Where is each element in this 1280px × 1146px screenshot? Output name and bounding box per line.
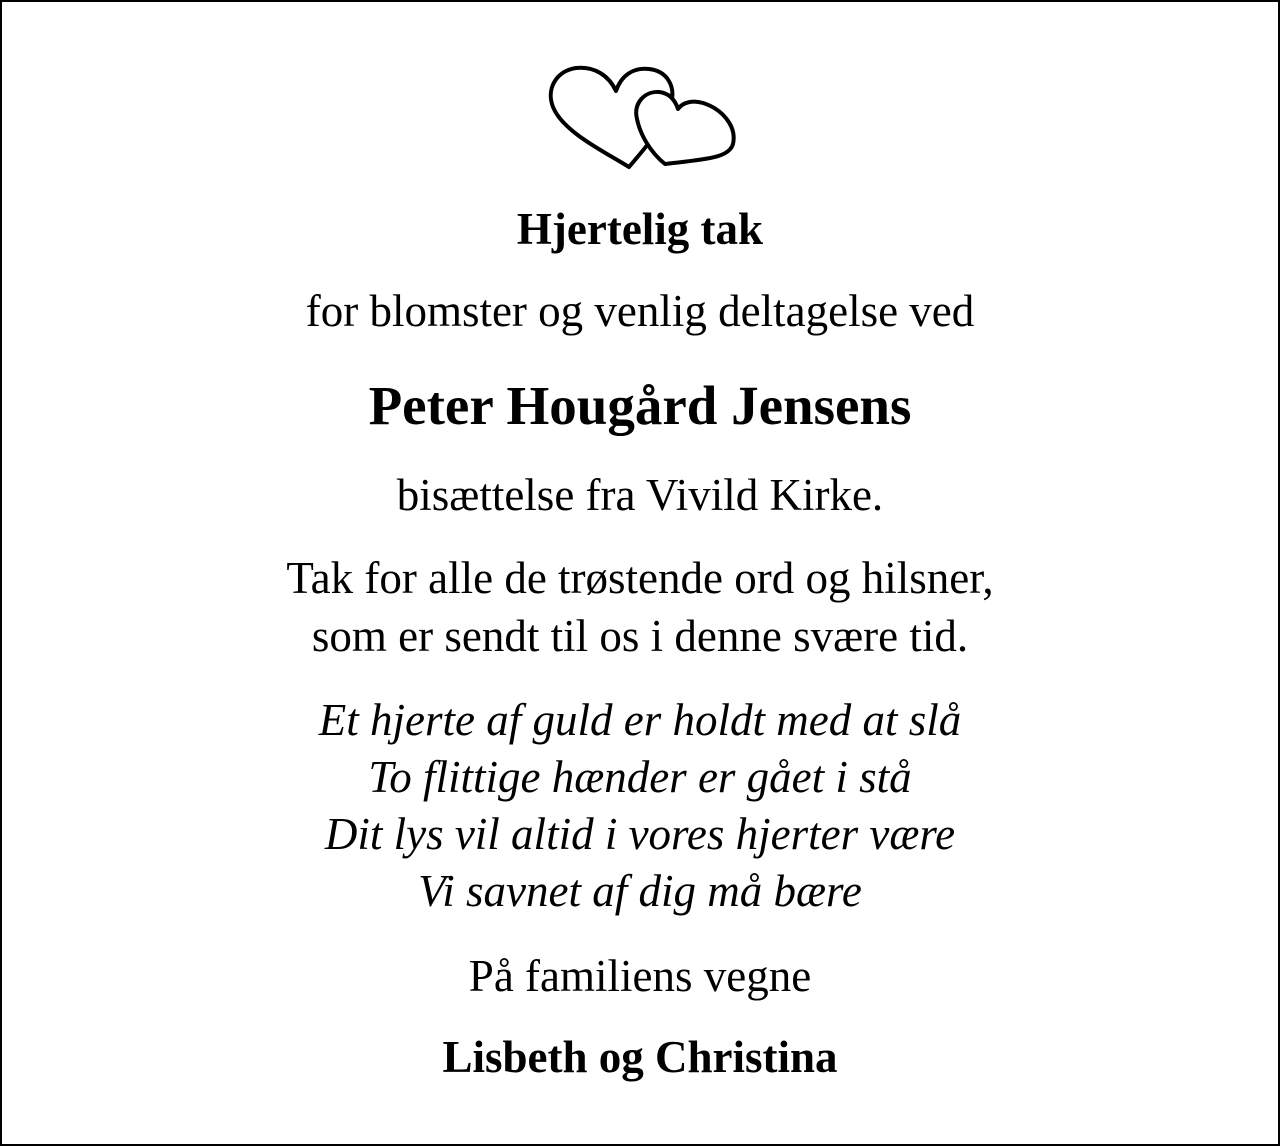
poem-line-3: Dit lys vil altid i vores hjerter være <box>324 809 956 859</box>
on-behalf-text: På familiens vegne <box>468 951 812 1001</box>
thanks-line-2: som er sendt til os i denne svære tid. <box>311 611 969 661</box>
thanks-line-1: Tak for alle de trøstende ord og hilsner, <box>286 553 994 603</box>
funeral-location: bisættelse fra Vivild Kirke. <box>396 470 884 520</box>
double-heart-icon <box>547 64 739 170</box>
right-heart-outline <box>636 92 733 164</box>
deceased-name: Peter Hougård Jensens <box>368 375 912 436</box>
poem-line-2: To flittige hænder er gået i stå <box>368 752 912 802</box>
poem-line-1: Et hjerte af guld er holdt med at slå <box>318 695 962 745</box>
notice-heading: Hjertelig tak <box>516 204 764 254</box>
signature: Lisbeth og Christina <box>442 1032 838 1082</box>
poem-line-4: Vi savnet af dig må bære <box>418 866 862 916</box>
intro-text: for blomster og venlig deltagelse ved <box>305 286 975 336</box>
